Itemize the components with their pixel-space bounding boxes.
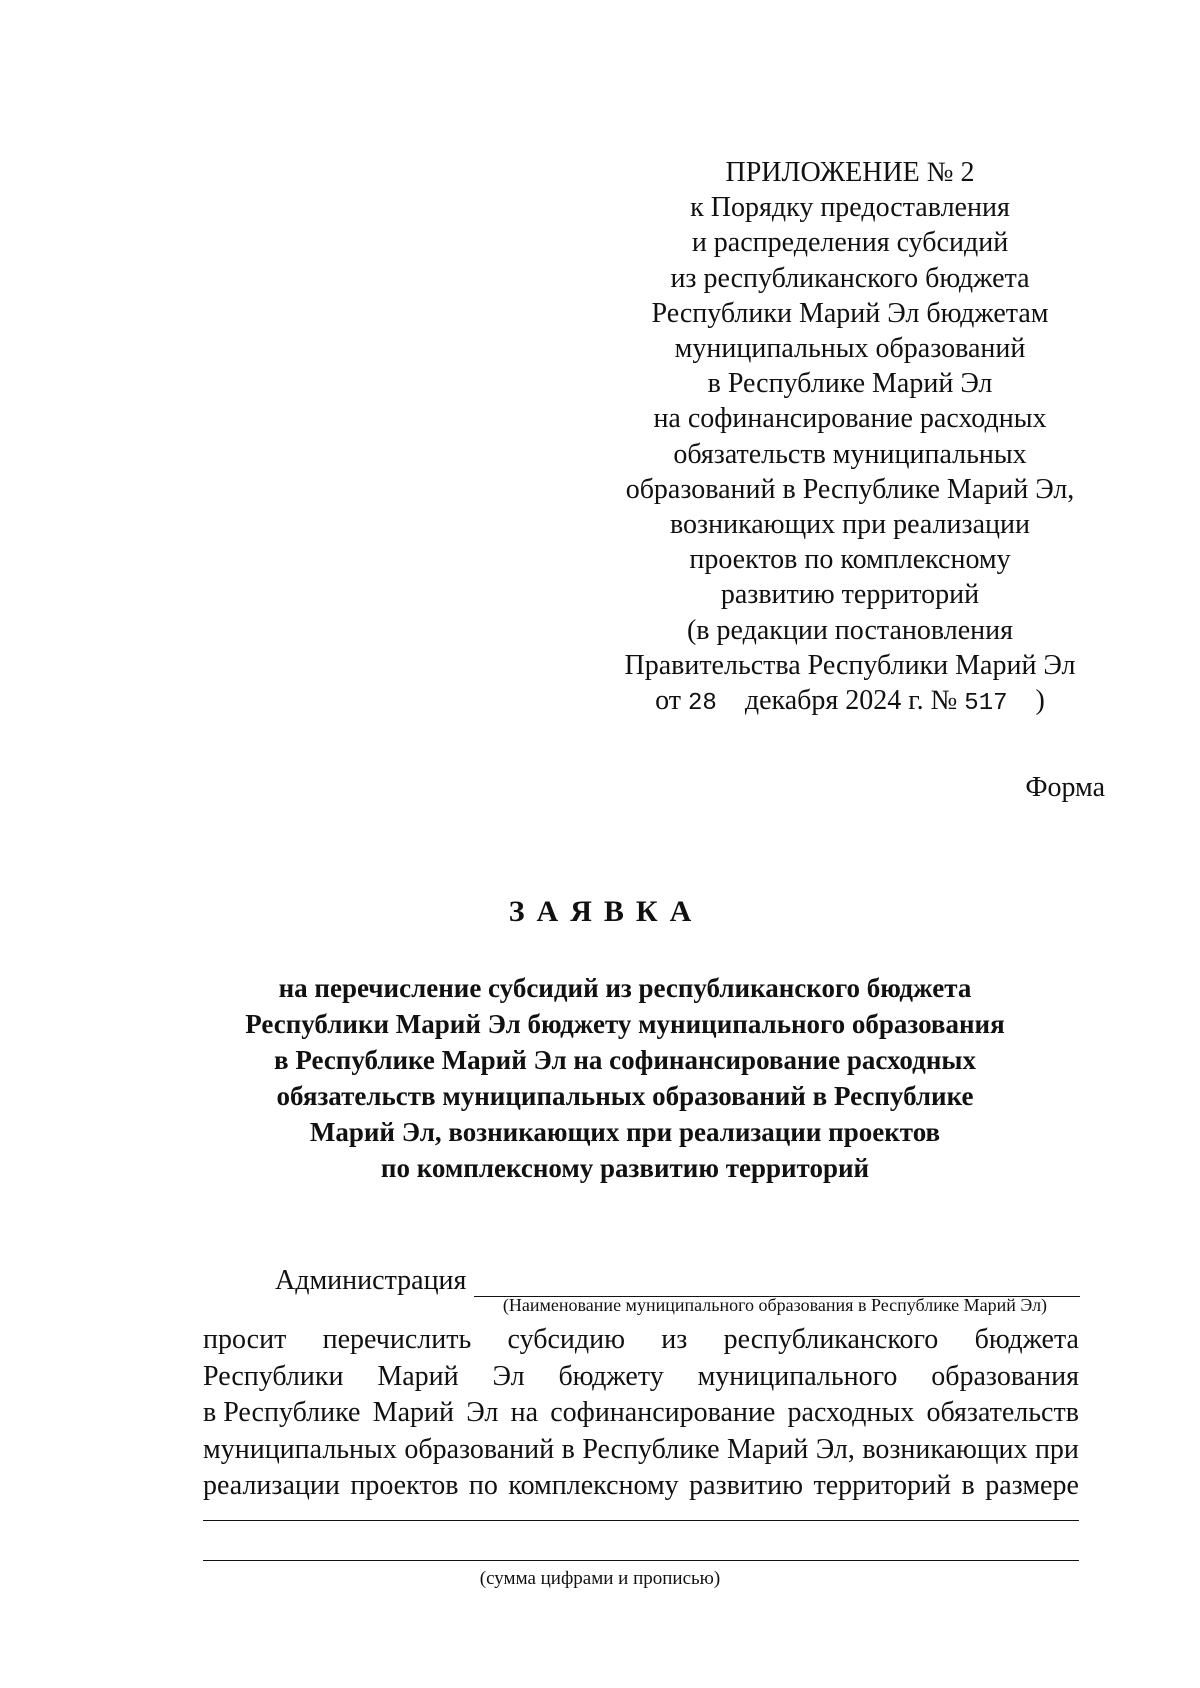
body-word: просит bbox=[203, 1324, 287, 1355]
appendix-line: образований в Республике Марий Эл, bbox=[625, 473, 1075, 505]
subtitle-line: по комплексному развитию территорий bbox=[380, 1153, 870, 1183]
request-body bbox=[203, 1322, 1079, 1505]
body-line bbox=[203, 1395, 1079, 1432]
body-word: республиканского bbox=[723, 1324, 939, 1355]
appendix-line: на софинансирование расходных bbox=[653, 403, 1047, 435]
appendix-line: муниципальных образований bbox=[674, 333, 1026, 365]
appendix-line: Республики Марий Эл бюджетам bbox=[651, 297, 1049, 329]
body-word: территорий bbox=[813, 1470, 951, 1501]
sum-caption: (сумма цифрами и прописью) bbox=[479, 1568, 721, 1589]
body-word: на bbox=[510, 1397, 538, 1428]
appendix-line: Правительства Республики Марий Эл bbox=[624, 649, 1076, 681]
date-month-year: декабря 2024 г. № bbox=[744, 685, 958, 717]
form-label: Форма bbox=[1025, 772, 1105, 803]
body-word: Эл, bbox=[815, 1433, 855, 1465]
body-word: Эл bbox=[492, 1360, 525, 1392]
document-subtitle bbox=[200, 970, 1050, 1186]
appendix-line: (в редакции постановления bbox=[686, 614, 1014, 646]
body-word: софинансирование bbox=[550, 1397, 776, 1428]
body-word: Республике bbox=[582, 1433, 720, 1465]
document-title: ЗАЯВКА bbox=[508, 895, 704, 928]
date-day: 28 bbox=[688, 690, 717, 718]
body-word: возникающих bbox=[862, 1433, 1028, 1465]
date-closing: ) bbox=[1035, 685, 1045, 717]
body-word: Эл bbox=[466, 1397, 499, 1428]
administration-caption: (Наименование муниципального образования в Республике Марий Эл) bbox=[502, 1295, 1048, 1315]
body-word: муниципальных bbox=[203, 1433, 397, 1465]
body-word: образований bbox=[404, 1433, 555, 1465]
resolution-number: 517 bbox=[964, 690, 1008, 718]
body-word: реализации bbox=[203, 1470, 340, 1501]
appendix-line: обязательств муниципальных bbox=[673, 438, 1027, 470]
body-word: в bbox=[961, 1470, 975, 1501]
body-word: Марий bbox=[727, 1433, 809, 1465]
appendix-date-line bbox=[600, 683, 1100, 721]
body-word: бюджету bbox=[558, 1360, 664, 1392]
body-word: бюджета bbox=[974, 1324, 1079, 1355]
appendix-line: проектов по комплексному bbox=[689, 544, 1011, 576]
sum-field-line-2[interactable] bbox=[203, 1560, 1079, 1561]
appendix-line: возникающих при реализации bbox=[670, 509, 1030, 541]
body-word: в Республике bbox=[203, 1397, 361, 1428]
body-word: комплексному bbox=[508, 1470, 679, 1501]
body-line bbox=[203, 1468, 1079, 1505]
appendix-line: в Республике Марий Эл bbox=[707, 368, 993, 400]
appendix-block bbox=[600, 155, 1100, 721]
body-line bbox=[203, 1432, 1079, 1469]
body-word: при bbox=[1034, 1433, 1079, 1465]
body-word: по bbox=[468, 1470, 498, 1501]
administration-label: Администрация bbox=[275, 1265, 467, 1296]
subtitle-line: Республики Марий Эл бюджету муниципального образования bbox=[245, 1009, 1005, 1039]
body-word: перечислить bbox=[322, 1324, 472, 1355]
appendix-line: и распределения субсидий bbox=[691, 227, 1009, 259]
body-word: обязательств bbox=[926, 1397, 1079, 1428]
body-word: развитию bbox=[689, 1470, 804, 1501]
appendix-line: ПРИЛОЖЕНИЕ № 2 bbox=[725, 157, 975, 188]
appendix-line: развитию территорий bbox=[720, 579, 980, 611]
sum-field-line-1[interactable] bbox=[203, 1520, 1079, 1521]
appendix-line: к Порядку предоставления bbox=[690, 192, 1010, 224]
administration-name-field[interactable] bbox=[474, 1266, 1080, 1297]
body-word: Марий bbox=[372, 1397, 454, 1428]
subtitle-line: Марий Эл, возникающих при реализации проектов bbox=[309, 1117, 941, 1147]
body-line bbox=[203, 1322, 1079, 1359]
body-word: проектов bbox=[350, 1470, 459, 1501]
appendix-line: из республиканского бюджета bbox=[670, 262, 1030, 294]
body-word: расходных bbox=[787, 1397, 915, 1428]
subtitle-line: на перечисление субсидий из республиканского бюджета bbox=[278, 973, 972, 1003]
body-word: субсидию bbox=[507, 1324, 626, 1355]
body-word: в bbox=[561, 1433, 575, 1465]
subtitle-line: в Республике Марий Эл на софинансирование расходных bbox=[274, 1045, 976, 1075]
date-prefix: от bbox=[655, 685, 682, 717]
body-word: размере bbox=[985, 1470, 1079, 1501]
body-word: из bbox=[661, 1324, 688, 1355]
body-word: Марий bbox=[377, 1360, 459, 1392]
body-word: образования bbox=[931, 1360, 1079, 1392]
body-line bbox=[203, 1359, 1079, 1396]
body-word: муниципального bbox=[697, 1360, 898, 1392]
administration-row bbox=[275, 1265, 1080, 1297]
subtitle-line: обязательств муниципальных образований в Республике bbox=[276, 1081, 974, 1111]
body-word: Республики bbox=[203, 1360, 344, 1392]
